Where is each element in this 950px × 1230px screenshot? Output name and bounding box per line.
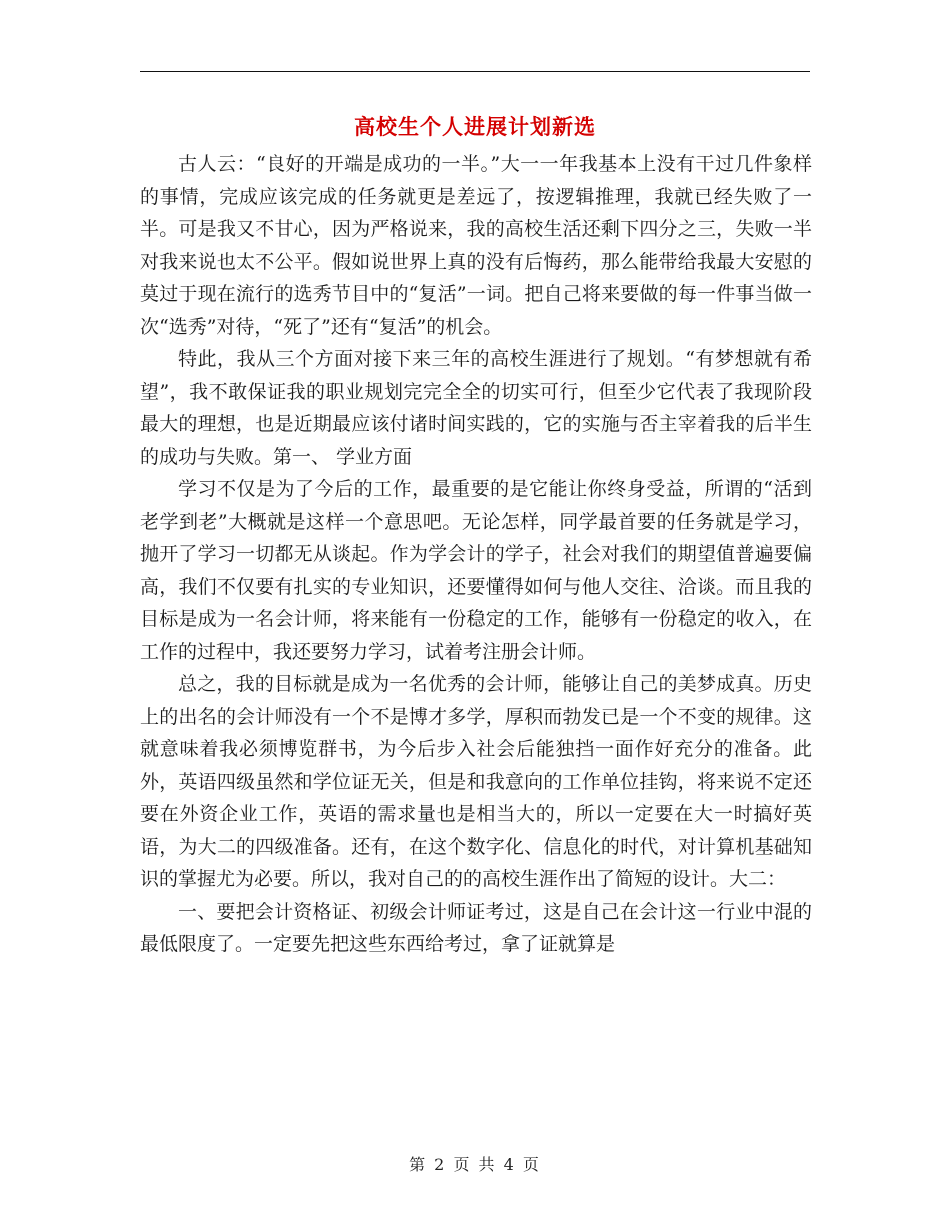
- paragraph: 总之，我的目标就是成为一名优秀的会计师，能够让自己的美梦成真。历史上的出名的会计师没有一个不是博才多学，厚积而勃发已是一个不变的规律。这就意味着我必须博览群书，为今后步入社会后能独挡一面作好充分的准备。此外，英语四级虽然和学位证无关，但是和我意向的工作单位挂钩，将来说不定还要在外资企业工作，英语的需求量也是相当大的，所以一定要在大一时搞好英语，为大二的四级准备。还有，在这个数字化、信息化的时代，对计算机基础知识的掌握尤为必要。所以，我对自己的的高校生涯作出了简短的设计。大二：: [140, 673, 812, 890]
- page-number-footer: 第 2 页 共 4 页: [409, 1155, 541, 1174]
- paragraph: 特此，我从三个方面对接下来三年的高校生涯进行了规划。“有梦想就有希望”，我不敢保证我的职业规划完完全全的切实可行，但至少它代表了我现阶段最大的理想，也是近期最应该付诸时间实践的，它的实施与否主宰着我的后半生的成功与失败。第一、 学业方面: [140, 348, 812, 468]
- paragraph: 学习不仅是为了今后的工作，最重要的是它能让你终身受益，所谓的“活到老学到老”大概就是这样一个意思吧。无论怎样，同学最首要的任务就是学习，抛开了学习一切都无从谈起。作为学会计的学子，社会对我们的期望值普遍要偏高，我们不仅要有扎实的专业知识，还要懂得如何与他人交往、洽谈。而且我的目标是成为一名会计师，将来能有一份稳定的工作，能够有一份稳定的收入，在工作的过程中，我还要努力学习，试着考注册会计师。: [140, 478, 812, 663]
- paragraph: 一、要把会计资格证、初级会计师证考过，这是自己在会计这一行业中混的最低限度了。一定要先把这些东西给考过，拿了证就算是: [140, 900, 812, 955]
- header-rule: [140, 71, 810, 72]
- document-body: [140, 148, 812, 961]
- document-title: 高校生个人进展计划新选: [354, 114, 596, 139]
- paragraph: 古人云：“良好的开端是成功的一半。”大一一年我基本上没有干过几件象样的事情，完成应该完成的任务就更是差远了，按逻辑推理，我就已经失败了一半。可是我又不甘心，因为严格说来，我的高校生活还剩下四分之三，失败一半对我来说也太不公平。假如说世界上真的没有后悔药，那么能带给我最大安慰的莫过于现在流行的选秀节目中的“复活”一词。把自己将来要做的每一件事当做一次“选秀”对待，“死了”还有“复活”的机会。: [140, 153, 812, 338]
